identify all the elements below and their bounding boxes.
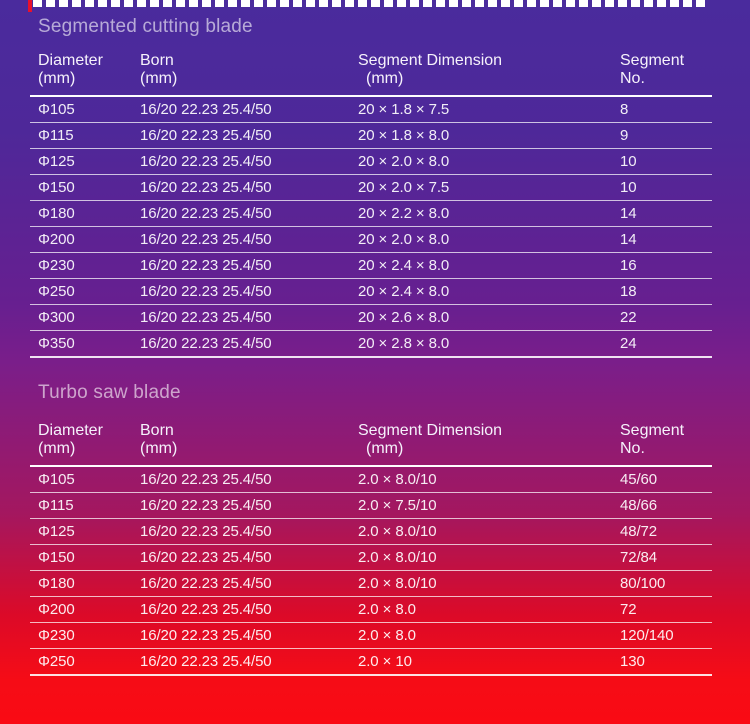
cell-segment-no: 14	[620, 201, 712, 227]
cell-segment-dimension: 2.0 × 8.0	[358, 623, 620, 649]
cell-segment-dimension: 2.0 × 8.0/10	[358, 519, 620, 545]
turbo-saw-blade-table	[30, 416, 712, 676]
header-text: (mm)	[140, 440, 178, 457]
cell-diameter: Φ230	[30, 623, 140, 649]
cell-born: 16/20 22.23 25.4/50	[140, 123, 358, 149]
cell-born: 16/20 22.23 25.4/50	[140, 253, 358, 279]
cell-segment-no: 130	[620, 649, 712, 676]
header-text: Diameter	[38, 52, 103, 69]
table-row	[30, 227, 712, 253]
cell-diameter: Φ180	[30, 571, 140, 597]
header-text: (mm)	[38, 70, 76, 87]
cell-segment-dimension: 20 × 1.8 × 7.5	[358, 96, 620, 123]
cell-segment-no: 120/140	[620, 623, 712, 649]
red-dash-accent	[28, 0, 32, 12]
cell-segment-dimension: 2.0 × 8.0/10	[358, 545, 620, 571]
table-row	[30, 331, 712, 358]
header-text: Born	[140, 52, 174, 69]
table-title: Turbo saw blade	[38, 382, 181, 403]
cell-segment-dimension: 2.0 × 8.0	[358, 597, 620, 623]
table-row	[30, 305, 712, 331]
cell-born: 16/20 22.23 25.4/50	[140, 201, 358, 227]
cell-diameter: Φ200	[30, 597, 140, 623]
cell-segment-no: 16	[620, 253, 712, 279]
table-row	[30, 175, 712, 201]
cell-diameter: Φ115	[30, 493, 140, 519]
header-text: Segment	[620, 422, 685, 439]
cell-segment-dimension: 20 × 2.0 × 8.0	[358, 149, 620, 175]
cell-diameter: Φ115	[30, 123, 140, 149]
table-row	[30, 623, 712, 649]
table-title: Segmented cutting blade	[38, 16, 253, 37]
cell-segment-no: 8	[620, 96, 712, 123]
cell-diameter: Φ200	[30, 227, 140, 253]
table-row	[30, 201, 712, 227]
segmented-cutting-blade-table	[30, 46, 712, 358]
cell-born: 16/20 22.23 25.4/50	[140, 597, 358, 623]
cell-diameter: Φ105	[30, 96, 140, 123]
cell-diameter: Φ350	[30, 331, 140, 358]
header-text: (mm)	[366, 440, 404, 457]
cell-born: 16/20 22.23 25.4/50	[140, 649, 358, 676]
col-header-segment-dimension	[358, 46, 620, 96]
cell-segment-no: 10	[620, 175, 712, 201]
cell-born: 16/20 22.23 25.4/50	[140, 175, 358, 201]
table-row	[30, 519, 712, 545]
cell-segment-no: 45/60	[620, 466, 712, 493]
header-text: Segment Dimension	[358, 422, 503, 439]
table-row	[30, 123, 712, 149]
cell-diameter: Φ105	[30, 466, 140, 493]
table-row	[30, 597, 712, 623]
cell-segment-no: 72	[620, 597, 712, 623]
cell-segment-no: 18	[620, 279, 712, 305]
col-header-segment-no	[620, 46, 712, 96]
cell-segment-dimension: 20 × 2.2 × 8.0	[358, 201, 620, 227]
table-row	[30, 545, 712, 571]
cell-diameter: Φ125	[30, 149, 140, 175]
cell-segment-dimension: 20 × 2.4 × 8.0	[358, 253, 620, 279]
cell-diameter: Φ150	[30, 545, 140, 571]
header-text: (mm)	[140, 70, 178, 87]
table-row	[30, 493, 712, 519]
header-text: Diameter	[38, 422, 103, 439]
cell-segment-dimension: 20 × 2.4 × 8.0	[358, 279, 620, 305]
cell-segment-dimension: 20 × 2.6 × 8.0	[358, 305, 620, 331]
cell-segment-dimension: 2.0 × 8.0/10	[358, 571, 620, 597]
dashed-border-top	[33, 0, 705, 7]
cell-born: 16/20 22.23 25.4/50	[140, 149, 358, 175]
cell-born: 16/20 22.23 25.4/50	[140, 96, 358, 123]
cell-segment-no: 48/66	[620, 493, 712, 519]
header-text: (mm)	[38, 440, 76, 457]
turbo-saw-blade-section	[0, 358, 750, 676]
cell-segment-dimension: 20 × 2.0 × 7.5	[358, 175, 620, 201]
col-header-diameter	[30, 46, 140, 96]
cell-born: 16/20 22.23 25.4/50	[140, 305, 358, 331]
table-row	[30, 649, 712, 676]
header-text: Born	[140, 422, 174, 439]
cell-born: 16/20 22.23 25.4/50	[140, 571, 358, 597]
cell-segment-no: 22	[620, 305, 712, 331]
cell-segment-dimension: 20 × 1.8 × 8.0	[358, 123, 620, 149]
header-text: Segment	[620, 52, 685, 69]
cell-born: 16/20 22.23 25.4/50	[140, 545, 358, 571]
header-text: (mm)	[366, 70, 404, 87]
cell-segment-no: 80/100	[620, 571, 712, 597]
cell-born: 16/20 22.23 25.4/50	[140, 279, 358, 305]
cell-segment-dimension: 20 × 2.8 × 8.0	[358, 331, 620, 358]
header-text: No.	[620, 440, 645, 457]
cell-diameter: Φ150	[30, 175, 140, 201]
cell-diameter: Φ250	[30, 649, 140, 676]
table-row	[30, 571, 712, 597]
table-row	[30, 466, 712, 493]
col-header-segment-no	[620, 416, 712, 466]
cell-segment-no: 24	[620, 331, 712, 358]
cell-diameter: Φ125	[30, 519, 140, 545]
cell-diameter: Φ230	[30, 253, 140, 279]
cell-segment-no: 14	[620, 227, 712, 253]
header-text: Segment Dimension	[358, 52, 503, 69]
cell-segment-no: 10	[620, 149, 712, 175]
cell-segment-dimension: 20 × 2.0 × 8.0	[358, 227, 620, 253]
table-row	[30, 96, 712, 123]
col-header-segment-dimension	[358, 416, 620, 466]
col-header-born	[140, 46, 358, 96]
cell-born: 16/20 22.23 25.4/50	[140, 623, 358, 649]
segmented-cutting-blade-section	[0, 0, 750, 358]
cell-segment-no: 9	[620, 123, 712, 149]
cell-segment-no: 48/72	[620, 519, 712, 545]
header-row	[30, 46, 712, 96]
header-row	[30, 416, 712, 466]
cell-born: 16/20 22.23 25.4/50	[140, 519, 358, 545]
col-header-diameter	[30, 416, 140, 466]
cell-segment-dimension: 2.0 × 7.5/10	[358, 493, 620, 519]
cell-diameter: Φ300	[30, 305, 140, 331]
cell-born: 16/20 22.23 25.4/50	[140, 227, 358, 253]
cell-segment-dimension: 2.0 × 8.0/10	[358, 466, 620, 493]
cell-segment-no: 72/84	[620, 545, 712, 571]
cell-segment-dimension: 2.0 × 10	[358, 649, 620, 676]
cell-born: 16/20 22.23 25.4/50	[140, 466, 358, 493]
cell-diameter: Φ250	[30, 279, 140, 305]
cell-born: 16/20 22.23 25.4/50	[140, 331, 358, 358]
header-text: No.	[620, 70, 645, 87]
table-row	[30, 149, 712, 175]
cell-born: 16/20 22.23 25.4/50	[140, 493, 358, 519]
table-row	[30, 279, 712, 305]
table-row	[30, 253, 712, 279]
cell-diameter: Φ180	[30, 201, 140, 227]
col-header-born	[140, 416, 358, 466]
